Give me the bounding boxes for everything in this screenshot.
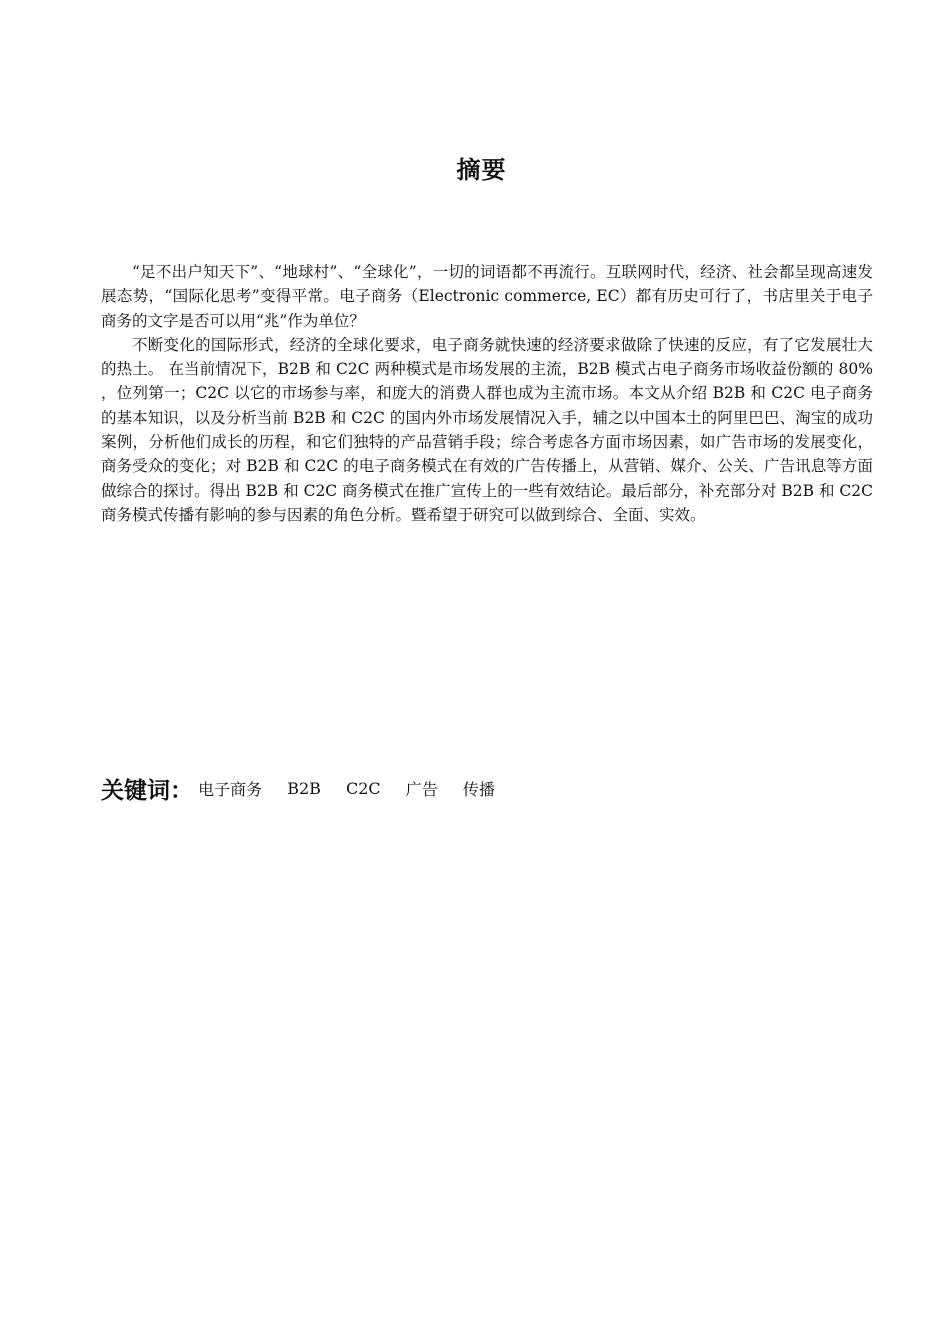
keyword-item: B2B: [287, 779, 321, 798]
abstract-body: [101, 260, 873, 527]
keyword-item: C2C: [346, 779, 381, 798]
abstract-title: 摘要: [456, 156, 507, 185]
keyword-item: 传播: [462, 780, 495, 799]
abstract-paragraph: “足不出户知天下”、“地球村”、“全球化”，一切的词语都不再流行。互联网时代，经济、社会都呈现高速发展态势，“国际化思考”变得平常。电子商务（Electronic commerce, EC）都有历史可行了，书店里关于电子商务的文字是否可以用“兆”作为单位？: [101, 263, 873, 330]
abstract-paragraph: 不断变化的国际形式，经济的全球化要求，电子商务就快速的经济要求做除了快速的反应，有了它发展壮大的热土。 在当前情况下，B2B 和 C2C 两种模式是市场发展的主流，B2B 模式占电子商务市场收益份额的 80% ，位列第一；C2C 以它的市场参与率，和庞大的消费人群也成为主流市场。本文从介绍 B2B 和 C2C 电子商务的基本知识，以及分析当前 B2B 和 C2C 的国内外市场发展情况入手，辅之以中国本土的阿里巴巴、淘宝的成功案例，分析他们成长的历程，和它们独特的产品营销手段；综合考虑各方面市场因素，如广告市场的发展变化，商务受众的变化；对 B2B 和 C2C 的电子商务模式在有效的广告传播上，从营销、媒介、公关、广告讯息等方面做综合的探讨。得出 B2B 和 C2C 商务模式在推广宣传上的一些有效结论。最后部分，补充部分对 B2B 和 C2C 商务模式传播有影响的参与因素的角色分析。暨希望于研究可以做到综合、全面、实效。: [101, 335, 873, 524]
keywords-line: [101, 772, 801, 805]
keyword-item: 广告: [405, 780, 438, 799]
keywords-label: 关键词：: [101, 778, 193, 804]
keyword-item: 电子商务: [198, 780, 263, 799]
